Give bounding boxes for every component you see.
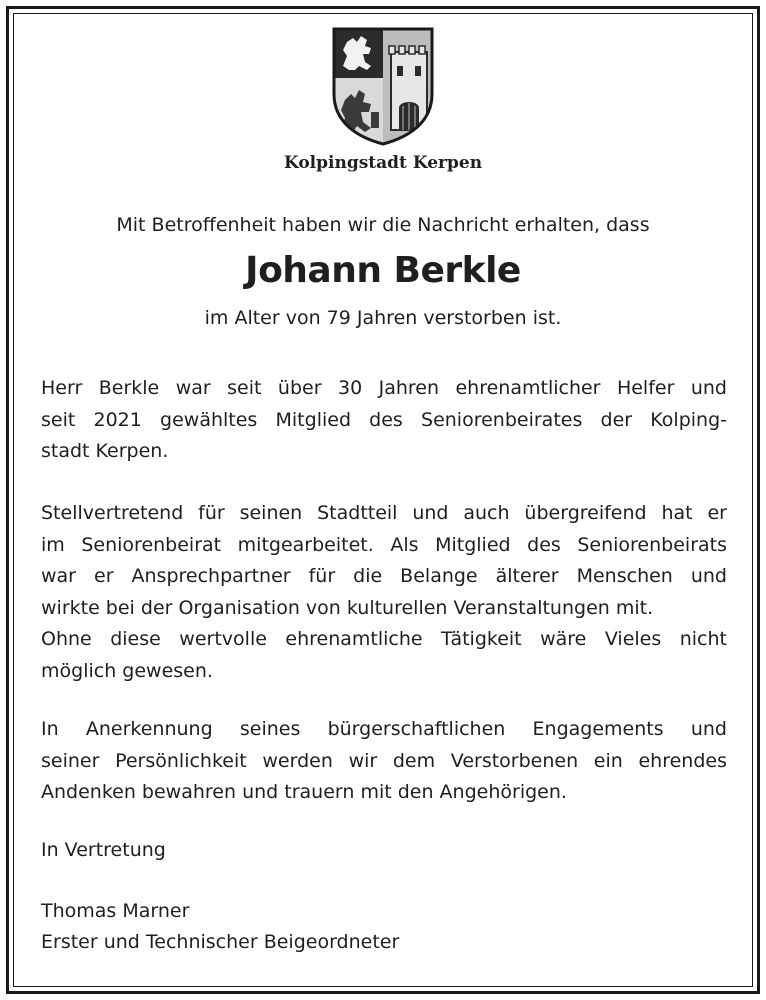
text-line: möglich gewesen. bbox=[41, 659, 213, 682]
text-line: war er Ansprechpartner für die Belange älterer Menschen und bbox=[41, 565, 727, 587]
text-line: Ohne diese wertvolle ehrenamtliche Tätigkeit wäre Vieles nicht bbox=[41, 628, 727, 650]
text-line: In Anerkennung seines bürgerschaftlichen Engagements und bbox=[41, 718, 727, 740]
text-line: stadt Kerpen. bbox=[41, 440, 169, 462]
signer-name: Thomas Marner bbox=[41, 900, 190, 922]
paragraph-recognition bbox=[41, 714, 727, 809]
intro-text: Mit Betroffenheit haben wir die Nachricht erhalten, dass bbox=[116, 214, 650, 236]
text-line: Herr Berkle war seit über 30 Jahren ehrenamtlicher Helfer und bbox=[41, 377, 727, 399]
text-line: seiner Persönlichkeit werden wir dem Verstorbenen ein ehrendes bbox=[41, 749, 727, 772]
text-line: seit 2021 gewähltes Mitglied des Seniorenbeirates der Kolping- bbox=[41, 408, 727, 431]
kerpen-coat-of-arms-icon bbox=[331, 26, 435, 146]
city-name: Kolpingstadt Kerpen bbox=[283, 153, 483, 173]
text-line: Stellvertretend für seinen Stadtteil und auch übergreifend hat er bbox=[41, 502, 727, 524]
signer-title: Erster und Technischer Beigeordneter bbox=[41, 931, 400, 953]
representation-text: In Vertretung bbox=[41, 839, 166, 861]
text-line: wirkte bei der Organisation von kulturellen Veranstaltungen mit. bbox=[41, 596, 654, 619]
text-line: im Seniorenbeirat mitgearbeitet. Als Mitglied des Seniorenbeirats bbox=[41, 533, 727, 556]
deceased-name: Johann Berkle bbox=[245, 250, 521, 291]
paragraph-engagement bbox=[41, 498, 727, 687]
age-text: im Alter von 79 Jahren verstorben ist. bbox=[204, 307, 562, 329]
paragraph-service bbox=[41, 373, 727, 468]
text-line: Andenken bewahren und trauern mit den Angehörigen. bbox=[41, 781, 567, 803]
